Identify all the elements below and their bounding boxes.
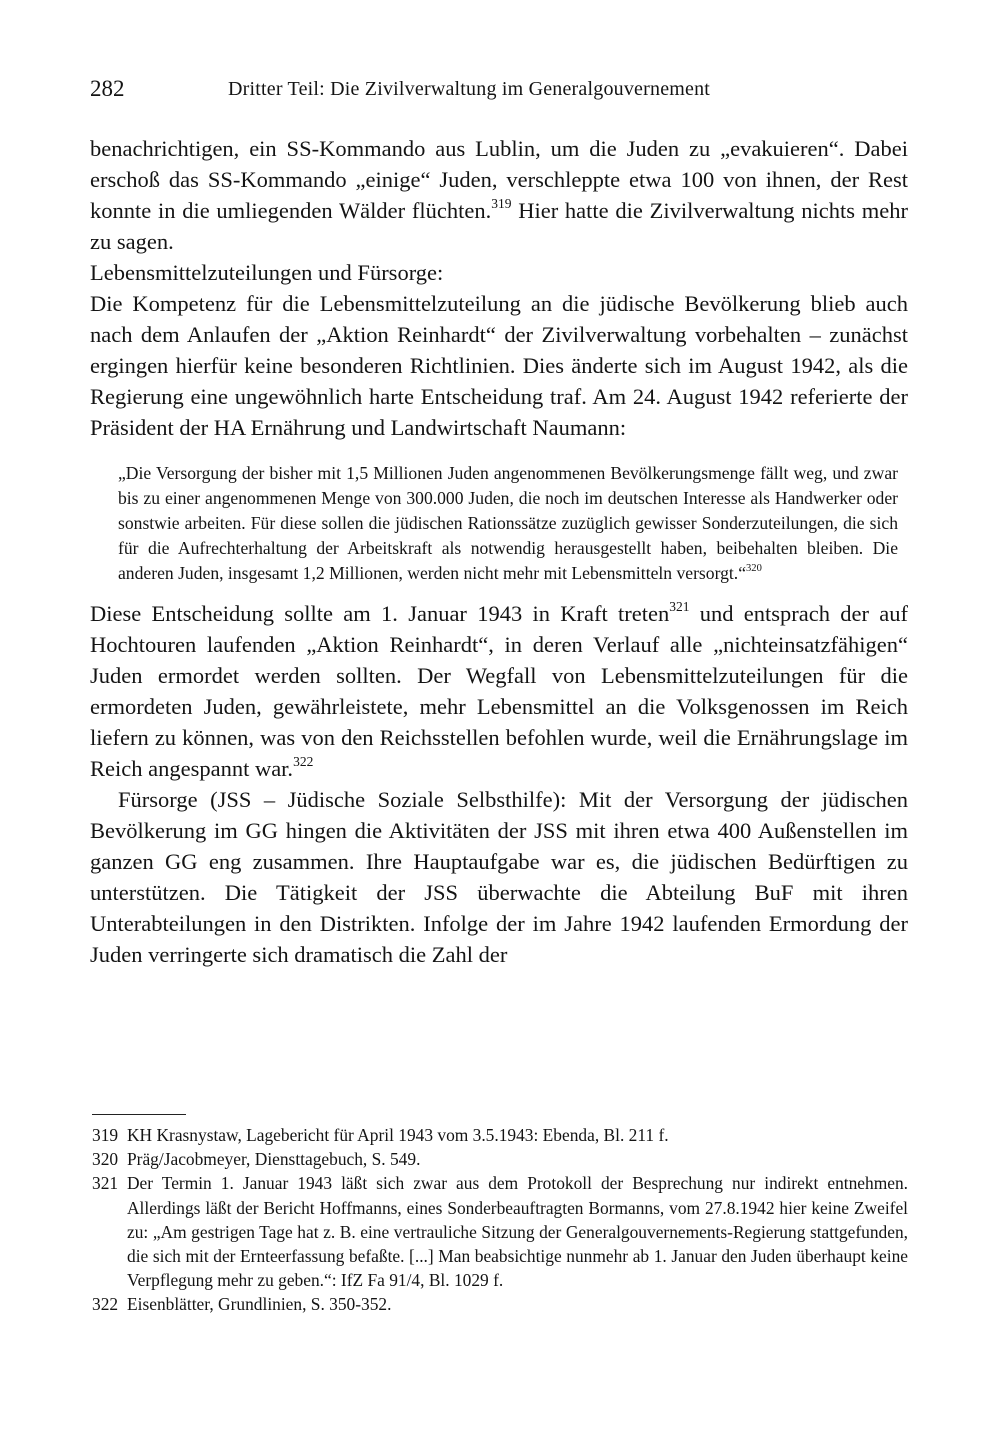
footnote-number: 319 — [92, 1125, 119, 1145]
footnote-322 — [92, 1292, 908, 1316]
paragraph-3-text-b: und entsprach der auf Hochtouren laufenden „Aktion Reinhardt“, in deren Verlauf alle „nichteinsatzfähigen“ Juden ermordet werden sollten. Der Wegfall von Lebensmittelzuteilungen für die ermordeten Juden, gewährleistete, mehr Lebensmittel an die Volksgenossen im Reich liefern zu können, was von den Reichsstellen befohlen wurde, weil die Ernährungslage im Reich angespannt war. — [90, 601, 908, 781]
footnote-ref-319: 319 — [491, 195, 512, 211]
subheading: Lebensmittelzuteilungen und Fürsorge: — [90, 260, 444, 285]
footnote-321 — [92, 1171, 908, 1292]
paragraph-1 — [90, 133, 908, 257]
footnote-number: 322 — [92, 1294, 119, 1315]
footnote-text: KH Krasnystaw, Lagebericht für April 1943 vom 3.5.1943: Ebenda, Bl. 211 f. — [127, 1125, 669, 1145]
paragraph-2: Die Kompetenz für die Lebensmittelzuteilung an die jüdische Bevölkerung blieb auch nach dem Anlaufen der „Aktion Reinhardt“ der Zivilverwaltung vorbehalten – zunächst ergingen hierfür keine besonderen Richtlinien. Dies änderte sich im August 1942, als die Regierung eine ungewöhnlich harte Entscheidung traf. Am 24. August 1942 referierte der Präsident der HA Ernährung und Landwirtschaft Naumann: — [90, 291, 908, 440]
paragraph-1-text-b: Hier hatte die Zivilverwaltung nichts mehr zu sagen. — [90, 198, 908, 254]
block-quote — [118, 461, 898, 586]
block-quote-text: „Die Versorgung der bisher mit 1,5 Millionen Juden angenommenen Bevölkerungsmenge fällt weg, und zwar bis zu einer angenommenen Menge von 300.000 Juden, die noch im deutschen Interesse als Handwerker oder sonstwie arbeiten. Für diese sollen die jüdischen Rationssätze zuzüglich gewisser Sonderzuteilungen, die sich für die Aufrechterhaltung der Arbeitskraft als notwendig herausgestellt haben, beibehalten bleiben. Die anderen Juden, insgesamt 1,2 Millionen, werden nicht mehr mit Lebensmitteln versorgt.“ — [118, 463, 898, 583]
footnote-ref-320: 320 — [746, 563, 762, 575]
footnote-text: Eisenblätter, Grundlinien, S. 350-352. — [127, 1294, 392, 1315]
footnote-319 — [92, 1123, 908, 1147]
footnote-number: 320 — [92, 1149, 119, 1170]
page-header — [90, 76, 910, 116]
page-number: 282 — [90, 76, 125, 101]
footnote-text: Präg/Jacobmeyer, Diensttagebuch, S. 549. — [127, 1149, 421, 1170]
footnotes — [92, 1123, 908, 1317]
paragraph-3 — [90, 598, 908, 784]
footnote-ref-321: 321 — [669, 598, 690, 614]
paragraph-3-text-a: Diese Entscheidung sollte am 1. Januar 1943 in Kraft treten — [90, 601, 670, 626]
footnote-ref-322: 322 — [293, 753, 314, 769]
paragraph-1-text-a: benachrichtigen, ein SS-Kommando aus Lublin, um die Juden zu „evakuieren“. Dabei erschoß das SS-Kommando „einige“ Juden, verschleppte etwa 100 von ihnen, der Rest konnte in die umliegenden Wälder flüchten. — [90, 136, 908, 223]
footnote-divider — [92, 1114, 186, 1115]
running-title: Dritter Teil: Die Zivilverwaltung im Generalgouvernement — [228, 78, 711, 100]
footnote-320 — [92, 1147, 908, 1171]
paragraph-4: Fürsorge (JSS – Jüdische Soziale Selbsthilfe): Mit der Versorgung der jüdischen Bevölkerung im GG hingen die Aktivitäten der JSS mit ihren etwa 400 Außenstellen im ganzen GG eng zusammen. Ihre Hauptaufgabe war es, die jüdischen Bedürftigen zu unterstützen. Die Tätigkeit der JSS überwachte die Abteilung BuF mit ihren Unterabteilungen in den Distrikten. Infolge der im Jahre 1942 laufenden Ermordung der Juden verringerte sich dramatisch die Zahl der — [90, 787, 908, 967]
footnote-text: Der Termin 1. Januar 1943 läßt sich zwar aus dem Protokoll der Besprechung nur indirekt entnehmen. Allerdings läßt der Bericht Hoffmanns, eines Sonderbeauftragten Bormanns, vom 27.8.1942 hier keine Zweifel zu: „Am gestrigen Tage hat z. B. eine vertrauliche Sitzung der Generalgouvernements-Regierung stattgefunden, die sich mit der Ernteerfassung befaßte. [...] Man beabsichtige nunmehr ab 1. Januar den Juden überhaupt keine Verpflegung mehr zu geben.“: IfZ Fa 91/4, Bl. 1029 f. — [127, 1173, 908, 1291]
main-text — [90, 133, 908, 970]
footnote-number: 321 — [92, 1173, 119, 1194]
